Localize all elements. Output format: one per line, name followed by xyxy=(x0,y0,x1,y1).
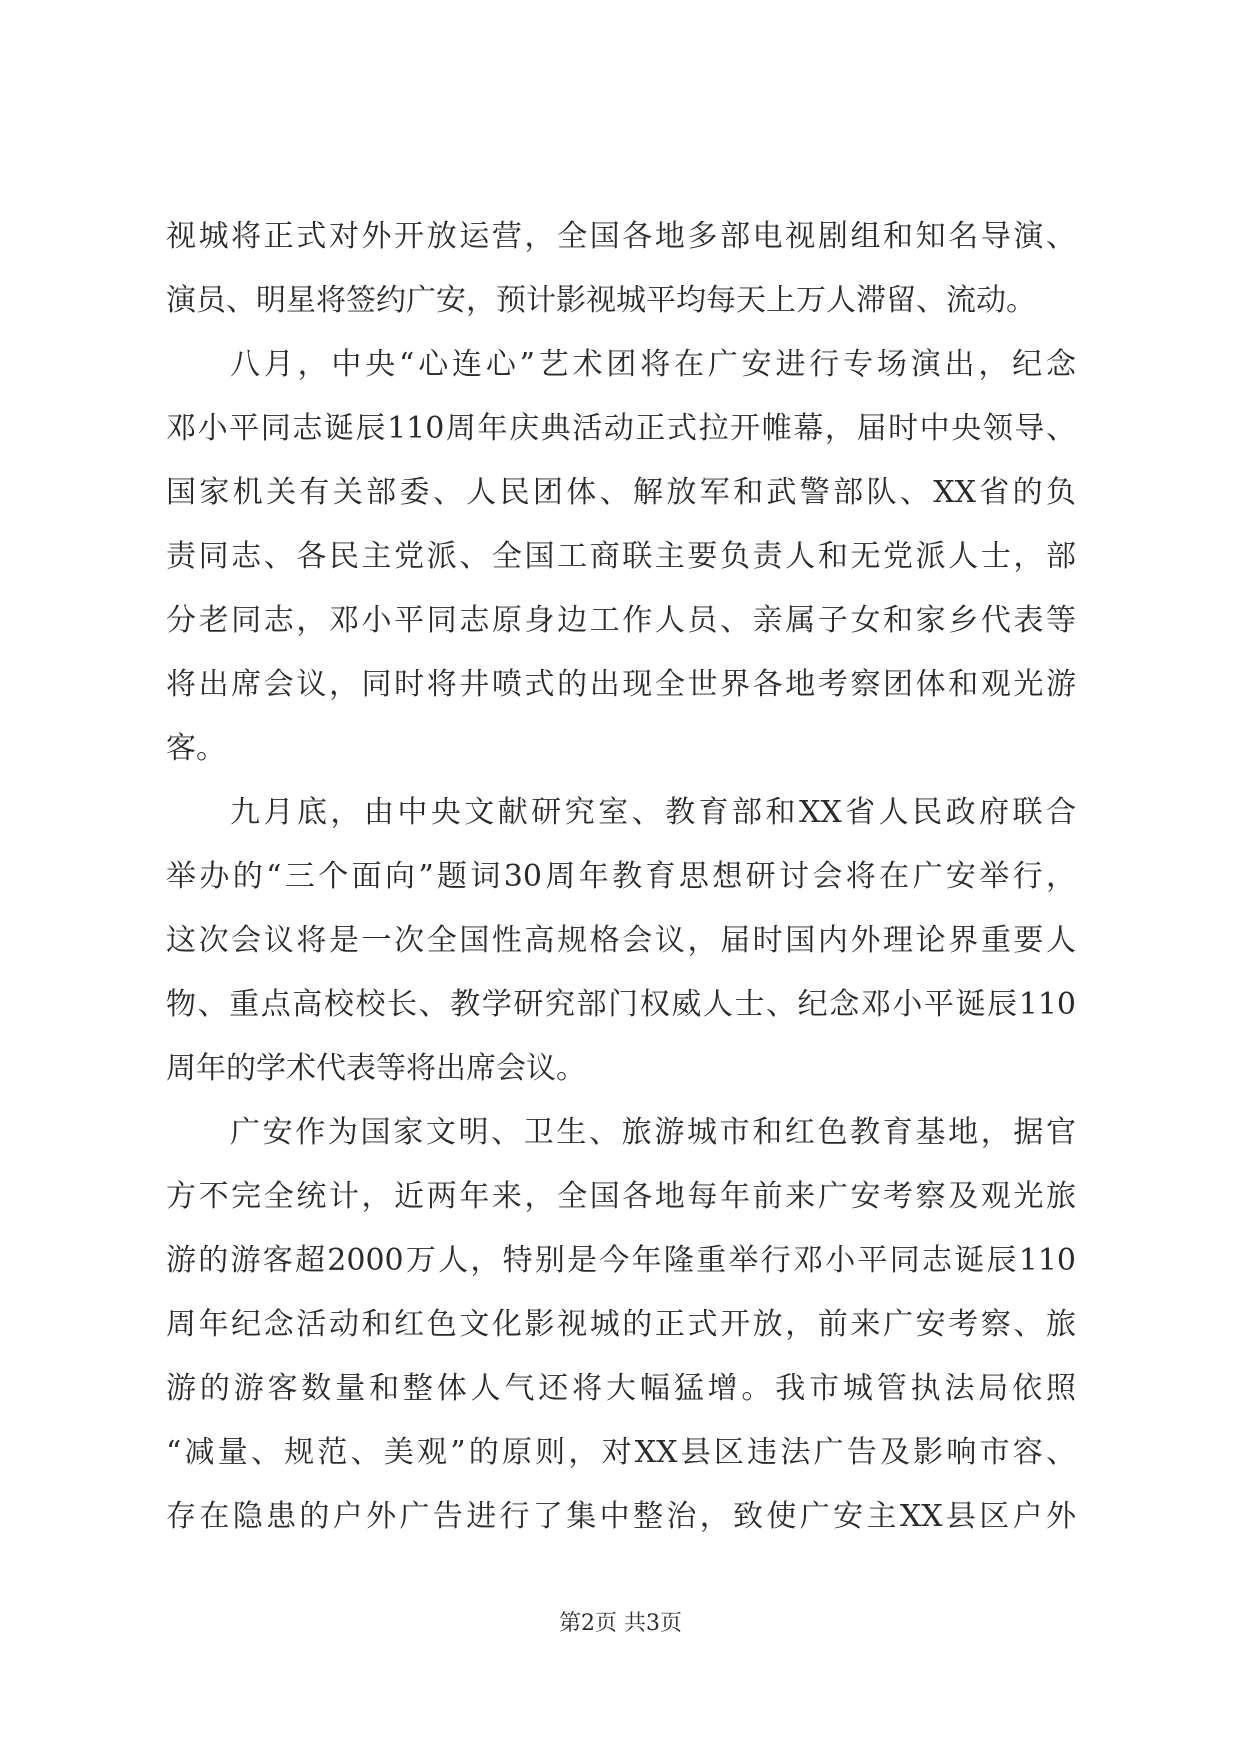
text-line: 周年的学术代表等将出席会议。 xyxy=(166,1051,586,1086)
text-line: 责同志、各民主党派、全国工商联主要负责人和无党派人士，部 xyxy=(166,539,1076,574)
text-line: 国家机关有关部委、人民团体、解放军和武警部队、XX省的负 xyxy=(166,475,1076,510)
text-line: 视城将正式对外开放运营，全国各地多部电视剧组和知名导演、 xyxy=(166,219,1076,254)
text-line: 演员、明星将签约广安，预计影视城平均每天上万人滞留、流动。 xyxy=(166,283,1036,318)
text-line: 物、重点高校校长、教学研究部门权威人士、纪念邓小平诞辰110 xyxy=(166,987,1076,1022)
text-line: 举办的“三个面向”题词30周年教育思想研讨会将在广安举行， xyxy=(166,859,1076,894)
text-line: 八月，中央“心连心”艺术团将在广安进行专场演出，纪念 xyxy=(230,347,1076,382)
text-line: 游的游客数量和整体人气还将大幅猛增。我市城管执法局依照 xyxy=(166,1371,1076,1406)
document-body xyxy=(166,205,1076,1549)
text-line: 分老同志，邓小平同志原身边工作人员、亲属子女和家乡代表等 xyxy=(166,603,1076,638)
page-number-footer: 第2页 共3页 xyxy=(559,1611,682,1636)
text-line: 邓小平同志诞辰110周年庆典活动正式拉开帷幕，届时中央领导、 xyxy=(166,411,1076,446)
text-line: 客。 xyxy=(166,731,226,766)
text-line: 周年纪念活动和红色文化影视城的正式开放，前来广安考察、旅 xyxy=(166,1307,1076,1342)
text-line: 方不完全统计，近两年来，全国各地每年前来广安考察及观光旅 xyxy=(166,1179,1076,1214)
text-line: 将出席会议，同时将井喷式的出现全世界各地考察团体和观光游 xyxy=(166,667,1076,702)
text-line: 存在隐患的户外广告进行了集中整治，致使广安主XX县区户外 xyxy=(166,1499,1076,1534)
text-line: 游的游客超2000万人，特别是今年隆重举行邓小平同志诞辰110 xyxy=(166,1243,1076,1278)
text-line: 这次会议将是一次全国性高规格会议，届时国内外理论界重要人 xyxy=(166,923,1076,958)
text-line: “减量、规范、美观”的原则，对XX县区违法广告及影响市容、 xyxy=(166,1435,1076,1470)
text-line: 广安作为国家文明、卫生、旅游城市和红色教育基地，据官 xyxy=(230,1115,1076,1150)
text-line: 九月底，由中央文献研究室、教育部和XX省人民政府联合 xyxy=(230,795,1076,830)
